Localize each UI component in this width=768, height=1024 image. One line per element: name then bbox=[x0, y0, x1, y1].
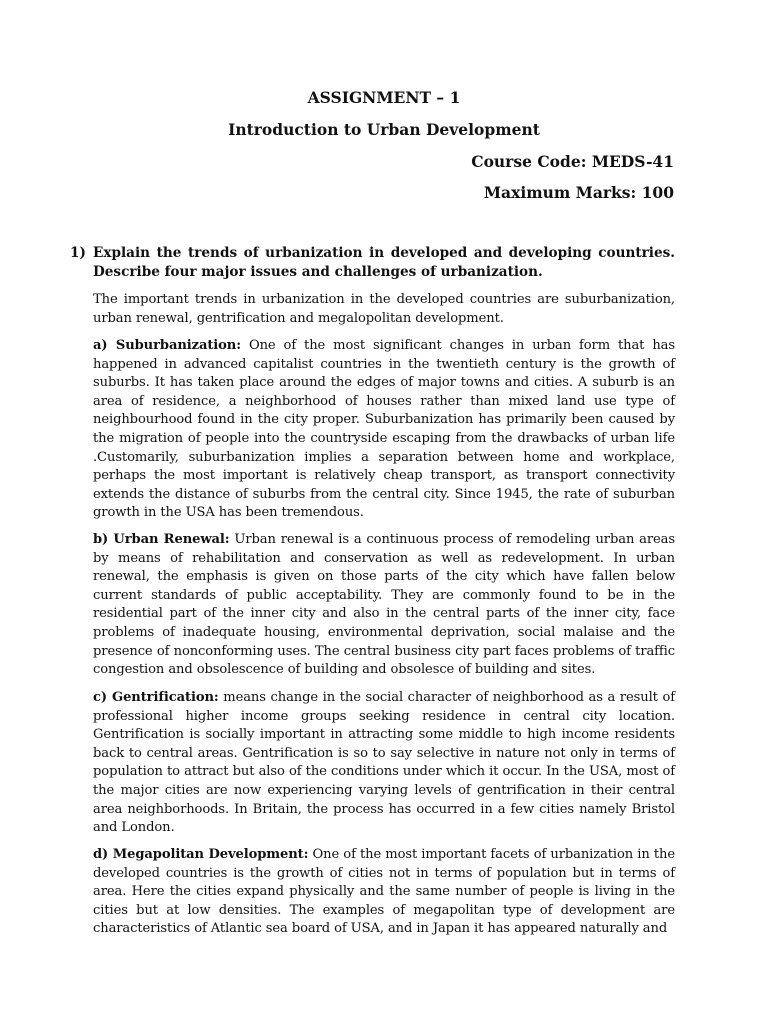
section-body: means change in the social character of neighborhood as a result of professional higher income groups seeking residence in central city location. Gentrification is socially important in attracting some middle to high income residents back to central areas. Gentrification is so to say selective in nature not only in terms of population to attract but also of the conditions under which it occur. In the USA, most of the major cities are now experiencing varying levels of gentrification in their central area neighborhoods. In Britain, the process has occurred in a few cities namely Bristol and London. bbox=[93, 690, 675, 836]
intro-paragraph: The important trends in urbanization in the developed countries are suburbanization, urban renewal, gentrification and megalopolitan development. bbox=[93, 292, 675, 326]
section-title: c) Gentrification: bbox=[93, 690, 219, 705]
section-body: One of the most significant changes in urban form that has happened in advanced capitalist countries in the twentieth century is the growth of suburbs. It has taken place around the edges of major towns and cities. A suburb is an area of residence, a neighborhood of houses rather than mixed land use type of neighbourhood found in the city proper. Suburbanization has primarily been caused by the migration of people into the countryside escaping from the drawbacks of urban life .Customarily, suburbanization implies a separation between home and workplace, perhaps the most important is relatively cheap transport, as transport connectivity extends the distance of suburbs from the central city. Since 1945, the rate of suburban growth in the USA has been tremendous. bbox=[93, 338, 675, 521]
question-number: 1) bbox=[70, 245, 86, 261]
section-title: a) Suburbanization: bbox=[93, 338, 241, 353]
section-body: Urban renewal is a continuous process of remodeling urban areas by means of rehabilitation and conservation as well as redevelopment. In urban renewal, the emphasis is given on those parts of the city which have fallen below current standards of public acceptability. They are commonly found to be in the residential part of the inner city and also in the central parts of the inner city, face problems of inadequate housing, environmental deprivation, social malaise and the presence of nonconforming uses. The central business city part faces problems of traffic congestion and obsolescence of building and obsolesce of building and sites. bbox=[93, 532, 675, 678]
section-megapolitan-development bbox=[93, 846, 675, 939]
question-1 bbox=[70, 244, 675, 281]
section-gentrification bbox=[93, 689, 675, 838]
section-title: d) Megapolitan Development: bbox=[93, 847, 309, 862]
section-title: b) Urban Renewal: bbox=[93, 532, 230, 547]
section-suburbanization bbox=[93, 337, 675, 523]
document-title: Introduction to Urban Development bbox=[228, 120, 540, 139]
course-code: Course Code: MEDS-41 bbox=[471, 152, 674, 171]
section-body: One of the most important facets of urbanization in the developed countries is the growth of cities not in terms of population but in terms of area. Here the cities expand physically and the same number of people is living in the cities but at low densities. The examples of megapolitan type of development are characteristics of Atlantic sea board of USA, and in Japan it has appeared naturally and bbox=[93, 847, 675, 937]
assignment-heading: ASSIGNMENT – 1 bbox=[307, 88, 461, 107]
maximum-marks: Maximum Marks: 100 bbox=[483, 183, 674, 202]
section-urban-renewal bbox=[93, 531, 675, 680]
question-text: Explain the trends of urbanization in developed and developing countries. Describe four major issues and challenges of urbanization. bbox=[93, 245, 675, 280]
